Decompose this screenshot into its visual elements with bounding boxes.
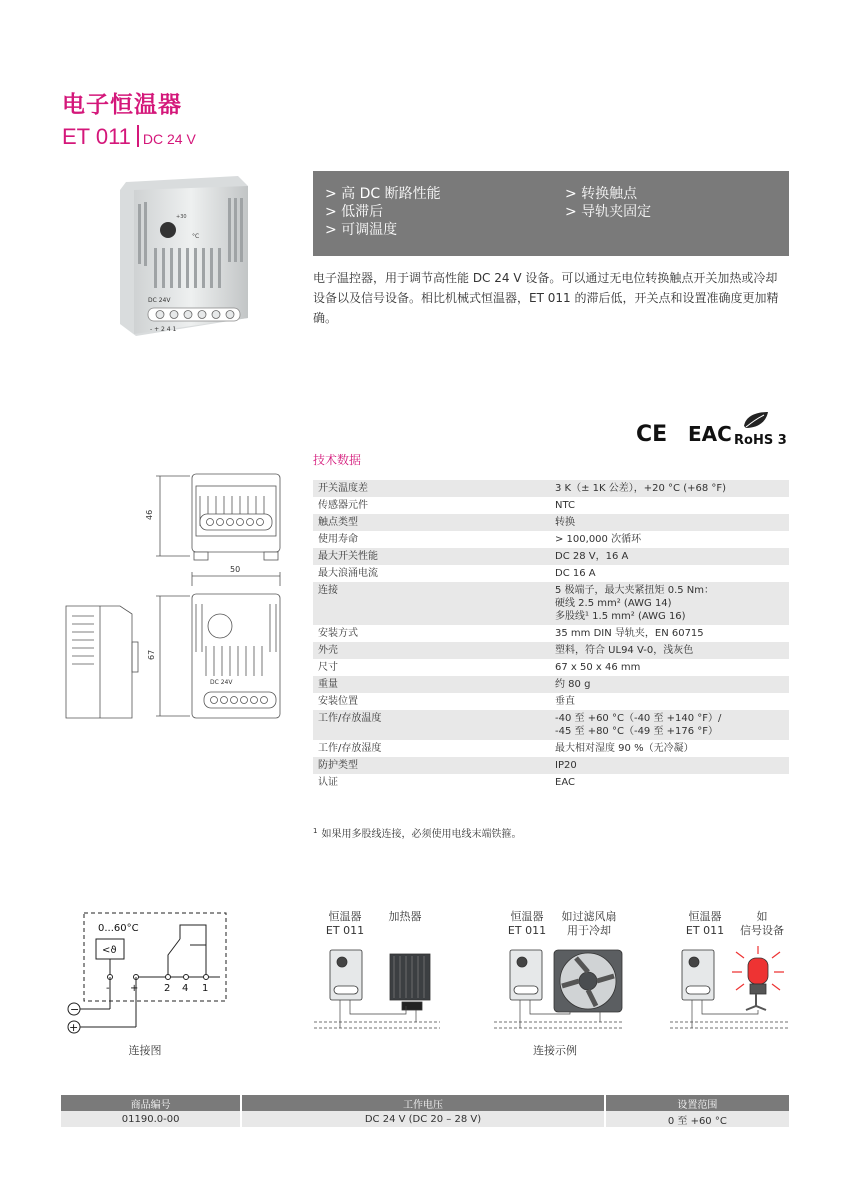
table-row: [313, 514, 789, 531]
features-bar: [313, 171, 789, 256]
product-image: [108, 168, 258, 340]
spec-key: 认证: [318, 777, 338, 788]
dimension-drawing: [60, 468, 290, 728]
spec-key: 触点类型: [313, 514, 550, 531]
order-voltage: DC 24 V (DC 20 – 28 V): [241, 1111, 604, 1127]
spec-value: [550, 757, 789, 774]
rohs-logo: RoHS 3: [734, 433, 787, 448]
spec-key: 开关温度差: [313, 480, 550, 497]
example-label: 恒温器 ET 011: [685, 910, 725, 937]
spec-value-line: IP20: [555, 760, 577, 771]
feature-item: > 转换触点: [565, 186, 638, 202]
feature-item: > 可调温度: [325, 222, 398, 238]
wiring-terminal: 2: [164, 983, 171, 994]
example-label: 恒温器 ET 011: [507, 910, 547, 937]
model-voltage: DC 24 V: [142, 131, 196, 147]
spec-key: 安装方式: [318, 628, 358, 639]
table-row: [313, 565, 789, 582]
spec-value: [550, 625, 789, 642]
product-unit-label: °C: [192, 233, 200, 240]
spec-value-line: EAC: [555, 777, 575, 788]
spec-key: 工作/存放湿度: [318, 743, 382, 754]
spec-key: 尺寸: [318, 662, 338, 673]
spec-value-line: 67 x 50 x 46 mm: [555, 662, 641, 673]
minus-symbol: −: [70, 1003, 80, 1016]
wiring-terminal: +: [130, 983, 139, 994]
example-label: 如过滤风扇 用于冷却: [561, 910, 617, 937]
spec-value: [550, 659, 789, 676]
spec-value: [550, 565, 789, 582]
order-article-number: 01190.0-00: [61, 1111, 241, 1127]
example-label: 如 信号设备: [740, 910, 784, 937]
spec-key: 使用寿命: [318, 534, 358, 545]
product-description: 电子温控器，用于调节高性能 DC 24 V 设备。可以通过无电位转换触点开关加热或冷却设备以及信号设备。相比机械式恒温器，ET 011 的滞后低，开关点和设置准确度更加精确。: [313, 271, 779, 325]
spec-value: [550, 693, 789, 710]
spec-value: [550, 480, 789, 497]
wiring-diagram: [60, 905, 235, 1040]
footnote: [313, 825, 521, 840]
page-title: 电子恒温器: [62, 92, 182, 118]
table-row: [313, 480, 789, 497]
drawing-dc-label: DC 24V: [210, 679, 233, 686]
order-header-article: 商品编号: [61, 1095, 241, 1111]
spec-value: [550, 710, 789, 740]
spec-value: [550, 676, 789, 693]
table-row: [313, 642, 789, 659]
table-row: [313, 497, 789, 514]
footnote-text: 如果用多股线连接，必须使用电线末端铁箍。: [321, 829, 522, 840]
dimension-46: 46: [145, 509, 154, 520]
example-signal-light: [668, 944, 793, 1034]
product-dc-label: DC 24V: [148, 297, 171, 304]
spec-value: [550, 642, 789, 659]
spec-key: 工作/存放温度: [313, 710, 550, 740]
spec-value-line: > 100,000 次循环: [555, 534, 642, 545]
table-row: [313, 582, 789, 625]
example-fan: [490, 944, 630, 1034]
eac-logo: EAC: [688, 422, 732, 446]
spec-key: 连接: [313, 582, 550, 625]
spec-value-line: 转换: [555, 517, 575, 528]
feature-item: > 高 DC 断路性能: [325, 186, 441, 202]
table-row: [313, 757, 789, 774]
example-label: 加热器: [388, 910, 422, 923]
spec-key: 最大浪涌电流: [318, 568, 378, 579]
spec-value-line: DC 28 V，16 A: [555, 551, 629, 562]
wiring-terminal: -: [106, 983, 110, 994]
spec-value: [550, 514, 789, 531]
examples-caption: 连接示例: [533, 1044, 577, 1057]
spec-value-line: DC 16 A: [555, 568, 596, 579]
wiring-range: 0...60°C: [98, 923, 139, 934]
spec-value-line: 约 80 g: [555, 679, 591, 690]
spec-value: [550, 740, 789, 757]
spec-value: [550, 497, 789, 514]
table-row: [313, 548, 789, 565]
footnote-mark: 1: [313, 826, 318, 835]
spec-value: [550, 531, 789, 548]
spec-key: 最大开关性能: [313, 548, 550, 565]
spec-value: [550, 548, 789, 565]
spec-value: [550, 582, 789, 625]
dimension-50: 50: [230, 565, 241, 574]
example-heater: [310, 944, 450, 1034]
table-row: [313, 659, 789, 676]
table-row: [313, 693, 789, 710]
spec-value-line: 最大相对湿度 90 %（无冷凝）: [555, 743, 694, 754]
table-row: [61, 1111, 789, 1127]
wiring-symbol: <ϑ: [102, 945, 117, 956]
spec-value-line: -40 至 +60 °C（-40 至 +140 °F）/: [555, 713, 722, 724]
product-terminal-labels: - + 2 4 1: [150, 326, 177, 333]
model-number: ET 011: [62, 124, 131, 149]
certification-logos: [636, 410, 792, 450]
spec-value-line: 3 K（± 1K 公差），+20 °C (+68 °F): [555, 483, 727, 494]
spec-key: 安装位置: [318, 696, 358, 707]
table-row: [313, 740, 789, 757]
order-table: [61, 1095, 789, 1127]
order-header-range: 设置范围: [605, 1095, 789, 1111]
product-dial-label: +30: [176, 214, 187, 220]
spec-value-line: NTC: [555, 500, 575, 511]
example-label: 恒温器 ET 011: [325, 910, 365, 937]
plus-symbol: +: [69, 1021, 79, 1034]
tech-data-table: [313, 480, 789, 791]
spec-key: 传感器元件: [318, 500, 368, 511]
table-row: [313, 531, 789, 548]
spec-value: [550, 774, 789, 791]
spec-value-line: 5 极端子，最大夹紧扭矩 0.5 Nm：: [555, 585, 715, 596]
features-right: [565, 185, 651, 221]
feature-item: > 导轨夹固定: [565, 204, 652, 220]
spec-key: 重量: [313, 676, 550, 693]
order-header-voltage: 工作电压: [241, 1095, 604, 1111]
order-range: 0 至 +60 °C: [605, 1111, 789, 1127]
spec-value-line: 35 mm DIN 导轨夹，EN 60715: [555, 628, 704, 639]
spec-key: 外壳: [313, 642, 550, 659]
wiring-caption: 连接图: [128, 1044, 162, 1057]
wiring-terminal: 4: [182, 983, 189, 994]
spec-value-line: 垂直: [555, 696, 575, 707]
table-row: [313, 625, 789, 642]
spec-key: 防护类型: [313, 757, 550, 774]
ce-logo: CE: [636, 422, 668, 447]
spec-value-line: -45 至 +80 °C（-49 至 +176 °F）: [555, 726, 719, 737]
spec-value-line: 硬线 2.5 mm² (AWG 14): [555, 598, 672, 609]
tech-data-title: 技术数据: [313, 453, 362, 467]
spec-value-line: 多股线¹ 1.5 mm² (AWG 16): [555, 611, 686, 622]
model-separator: [137, 125, 139, 147]
features-left: [325, 185, 441, 239]
table-row: [313, 774, 789, 791]
leaf-icon: [744, 412, 768, 428]
table-row: [313, 710, 789, 740]
spec-value-line: 塑料，符合 UL94 V-0，浅灰色: [555, 645, 694, 656]
table-row: [313, 676, 789, 693]
model-heading: [62, 124, 196, 150]
wiring-terminal: 1: [202, 983, 209, 994]
feature-item: > 低滞后: [325, 204, 384, 220]
dimension-67: 67: [147, 649, 156, 660]
